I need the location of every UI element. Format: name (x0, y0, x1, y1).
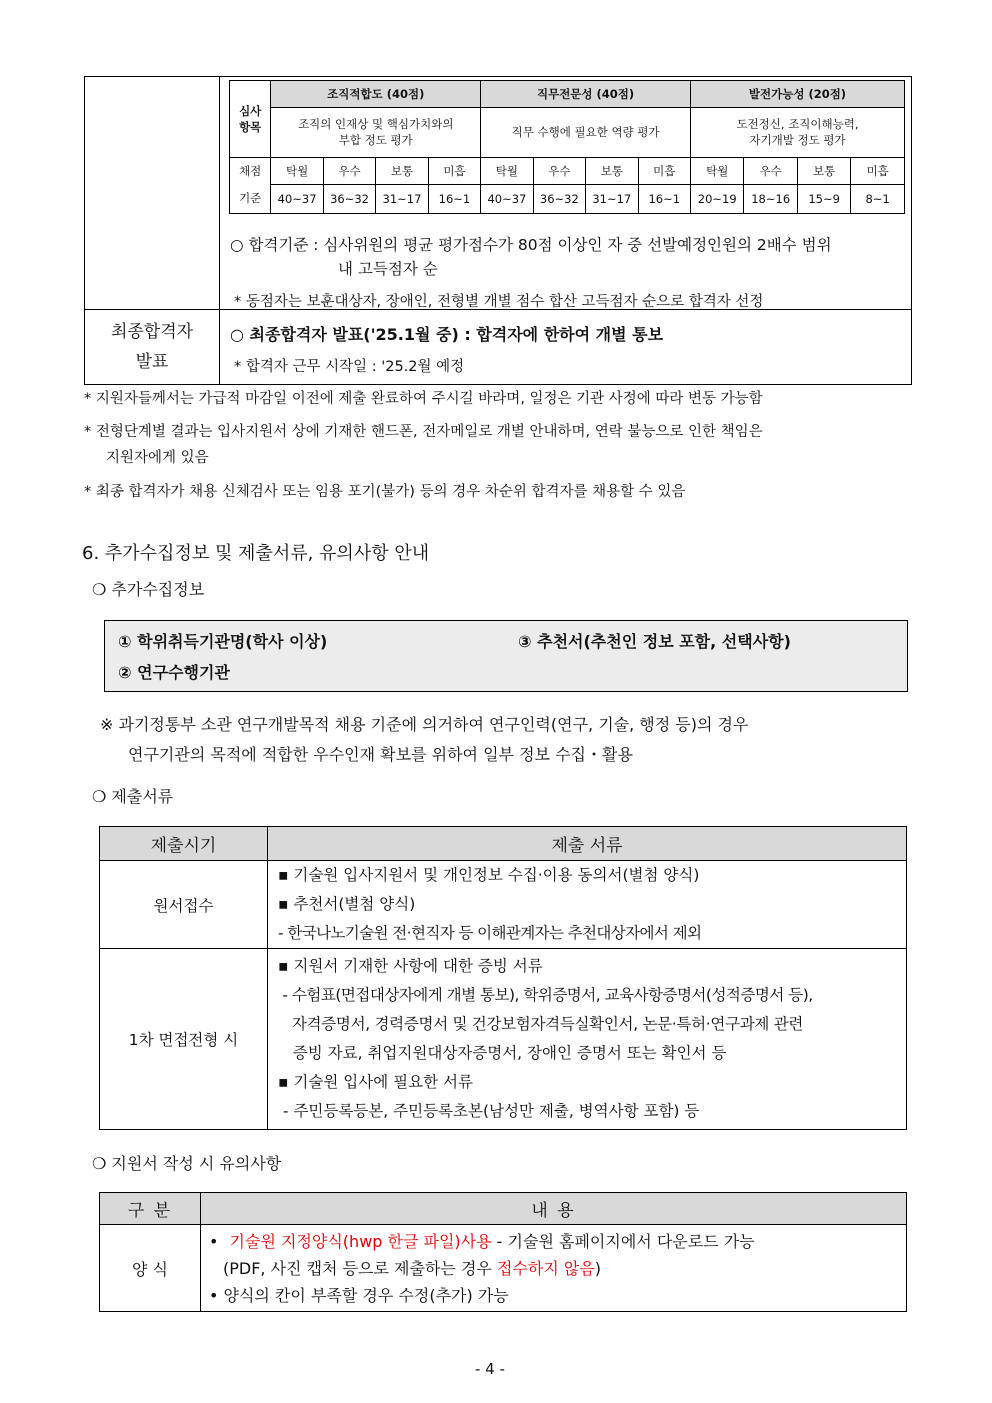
docs-row2-content (268, 949, 907, 1130)
category-growth-desc (690, 108, 904, 157)
doc-line: - 수험표(면접대상자에게 개별 통보), 학위증명서, 교육사항증명서(성적증명서 등), (278, 986, 813, 1004)
notes-row-format-label: 양 식 (100, 1225, 201, 1312)
score-range-cell: 16~1 (638, 184, 690, 213)
review-label-2: 항목 (239, 119, 262, 134)
docs-row1-content (268, 861, 907, 949)
format-bullet-1 (209, 1228, 906, 1255)
subheading-application-notes: ❍ 지원서 작성 시 유의사항 (92, 1154, 282, 1173)
mark-note-line2: 연구기관의 목적에 적합한 우수인재 확보를 위하여 일부 정보 수집・활용 (128, 745, 633, 764)
subheading-additional-info: ❍ 추가수집정보 (92, 580, 205, 599)
score-range-cell: 8~1 (851, 184, 905, 213)
not-accepted-text: 접수하지 않음 (496, 1258, 595, 1278)
final-label-line1: 최종합격자 (110, 322, 194, 342)
doc-line: 자격증명서, 경력증명서 및 건강보험자격득실확인서, 논문·특허·연구과제 관련 (278, 1015, 804, 1033)
desc-line: 부합 정도 평가 (338, 133, 413, 148)
doc-line: ▪ 기술원 입사에 필요한 서류 (278, 1073, 473, 1091)
docs-row1-when: 원서접수 (100, 861, 268, 949)
designated-form-text: 기술원 지정양식(hwp 한글 파일)사용 (229, 1231, 492, 1251)
score-range-cell: 31~17 (376, 184, 428, 213)
notes-header-category: 구 분 (100, 1193, 201, 1225)
section-6-heading: 6. 추가수집정보 및 제출서류, 유의사항 안내 (82, 543, 430, 564)
grade-cell: 미흡 (851, 157, 905, 184)
scoring-label-1: 채점 (239, 164, 262, 179)
pass-criteria-line2: 내 고득점자 순 (338, 260, 438, 278)
doc-line: ▪ 기술원 입사지원서 및 개인정보 수집·이용 동의서(별첨 양식) (278, 866, 700, 884)
page-number: - 4 - (475, 1360, 505, 1378)
score-range-cell: 15~9 (797, 184, 850, 213)
score-range-cell: 36~32 (533, 184, 585, 213)
notes-header-content: 내 용 (201, 1193, 907, 1225)
grade-cell: 미흡 (428, 157, 480, 184)
note-alternate-hire: * 최종 합격자가 채용 신체검사 또는 임용 포기(불가) 등의 경우 차순위 합격자를 채용할 수 있음 (84, 484, 686, 500)
grade-cell: 우수 (744, 157, 797, 184)
format-bullet-2: • 양식의 칸이 부족할 경우 수정(추가) 가능 (209, 1285, 509, 1305)
work-start-note: * 합격자 근무 시작일 : '25.2월 예정 (234, 359, 465, 375)
doc-line: - 한국나노기술원 전·현직자 등 이해관계자는 추천대상자에서 제외 (278, 924, 702, 942)
final-announcement-label (85, 310, 220, 385)
category-org-fit-title: 조직적합도 (40점) (271, 81, 481, 108)
category-growth-title: 발전가능성 (20점) (690, 81, 904, 108)
submission-documents-table (99, 826, 907, 1130)
doc-line: ▪ 지원서 기재한 사항에 대한 증빙 서류 (278, 957, 543, 975)
desc-line: 도전정신, 조직이해능력, (736, 117, 859, 132)
additional-info-box (104, 620, 908, 692)
score-range-cell: 40~37 (481, 184, 533, 213)
grade-cell: 탁월 (481, 157, 533, 184)
application-notes-table (99, 1192, 907, 1312)
grade-cell: 미흡 (638, 157, 690, 184)
grade-cell: 보통 (376, 157, 428, 184)
doc-line: 증빙 자료, 취업지원대상자증명서, 장애인 증명서 또는 확인서 등 (278, 1044, 727, 1062)
scoring-label-2: 기준 (239, 191, 262, 206)
category-org-fit-desc (271, 108, 481, 157)
desc-line: 자기개발 정도 평가 (749, 133, 846, 148)
bullet-mark: • (209, 1231, 219, 1251)
grade-cell: 보통 (586, 157, 638, 184)
docs-header-when: 제출시기 (100, 827, 268, 861)
note-result-notice-cont: 지원자에게 있음 (106, 450, 209, 466)
review-items-label (230, 81, 271, 158)
score-range-cell: 16~1 (428, 184, 480, 213)
info-item-research-institution: ② 연구수행기관 (118, 663, 230, 682)
download-text: - 기술원 홈페이지에서 다운로드 가능 (491, 1231, 755, 1251)
grade-cell: 탁월 (690, 157, 743, 184)
category-job-expertise-title: 직무전문성 (40점) (481, 81, 691, 108)
tie-breaker-note: * 동점자는 보훈대상자, 장애인, 전형별 개별 점수 합산 고득점자 순으로 합격자 선정 (234, 294, 764, 310)
score-range-cell: 31~17 (586, 184, 638, 213)
info-item-degree: ① 학위취득기관명(학사 이상) (118, 632, 328, 651)
note-result-notice: * 전형단계별 결과는 입사지원서 상에 기재한 핸드폰, 전자메일로 개별 안내하며, 연락 불능으로 인한 책임은 (84, 424, 763, 440)
score-range-cell: 40~37 (271, 184, 323, 213)
scoring-criteria-table (229, 80, 905, 214)
scoring-criteria-label (230, 157, 271, 213)
desc-line: 직무 수행에 필요한 역량 평가 (511, 125, 660, 140)
pdf-warning-pre: (PDF, 사진 캡처 등으로 제출하는 경우 (223, 1258, 497, 1278)
final-label-line2: 발표 (135, 352, 169, 372)
subheading-documents: ❍ 제출서류 (92, 787, 174, 806)
score-range-cell: 18~16 (744, 184, 797, 213)
pass-criteria-line1: ○ 합격기준 : 심사위원의 평균 평가점수가 80점 이상인 자 중 선발예정인원의 2배수 범위 (230, 236, 832, 254)
info-item-recommendation: ③ 추천서(추천인 정보 포함, 선택사항) (518, 632, 791, 651)
score-range-cell: 20~19 (690, 184, 743, 213)
docs-header-docs: 제출 서류 (268, 827, 907, 861)
mark-note-line1: ※ 과기정통부 소관 연구개발목적 채용 기준에 의거하여 연구인력(연구, 기술, 행정 등)의 경우 (100, 715, 749, 734)
final-announce-text: ○ 최종합격자 발표('25.1월 중) : 합격자에 한하여 개별 통보 (230, 325, 664, 344)
score-range-cell: 36~32 (323, 184, 375, 213)
pdf-warning-post: ) (594, 1258, 602, 1278)
doc-line: - 주민등록등본, 주민등록초본(남성만 제출, 병역사항 포함) 등 (278, 1102, 700, 1120)
note-deadline: * 지원자들께서는 가급적 마감일 이전에 제출 완료하여 주시길 바라며, 일정은 기관 사정에 따라 변동 가능함 (84, 391, 763, 407)
notes-row-format-content (201, 1225, 907, 1312)
stage-label-cell-empty (85, 77, 220, 310)
grade-cell: 우수 (323, 157, 375, 184)
grade-cell: 우수 (533, 157, 585, 184)
format-bullet-1-cont (209, 1255, 906, 1282)
doc-line: ▪ 추천서(별첨 양식) (278, 895, 416, 913)
docs-row2-when: 1차 면접전형 시 (100, 949, 268, 1130)
desc-line: 조직의 인재상 및 핵심가치와의 (298, 117, 454, 132)
review-label-1: 심사 (239, 103, 262, 118)
grade-cell: 보통 (797, 157, 850, 184)
category-job-expertise-desc (481, 108, 691, 157)
grade-cell: 탁월 (271, 157, 323, 184)
